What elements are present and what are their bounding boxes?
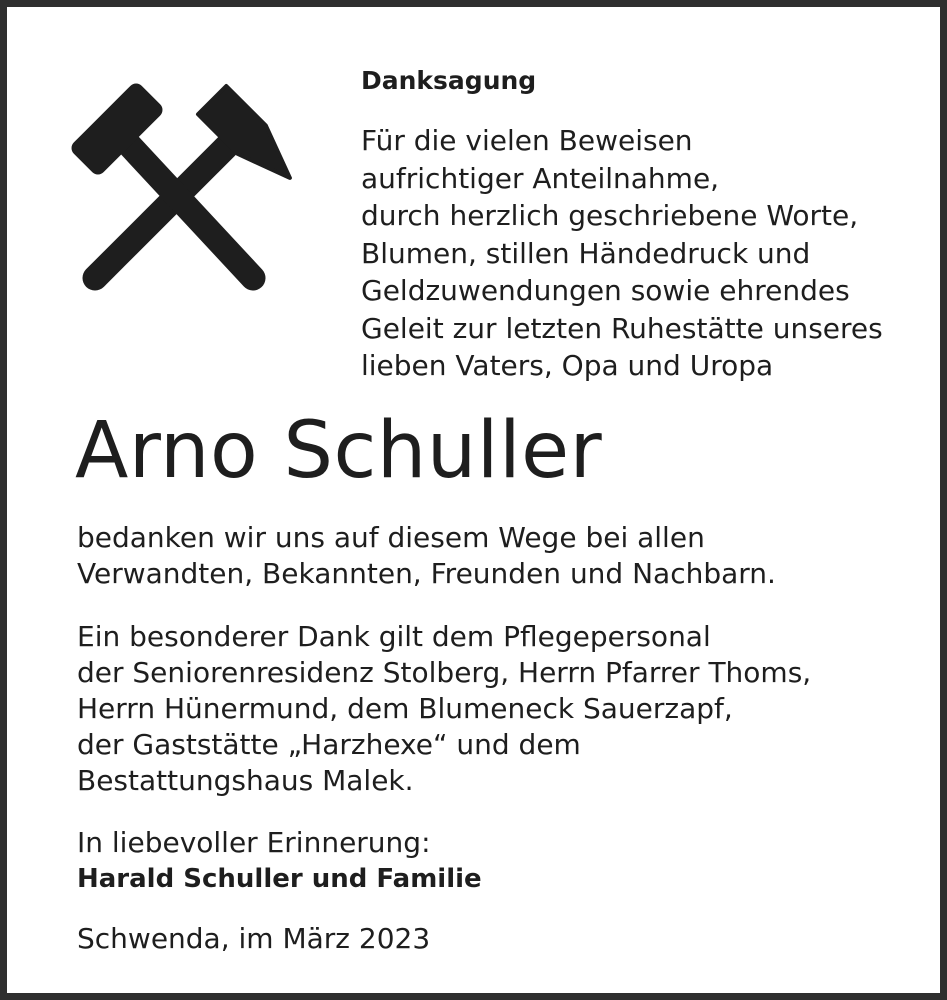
- thanks-line: Verwandten, Bekannten, Freunden und Nachbarn.: [77, 557, 776, 590]
- intro-line: durch herzlich geschriebene Worte,: [361, 199, 859, 232]
- special-thanks-line: Herrn Hünermund, dem Blumeneck Sauerzapf,: [77, 692, 733, 725]
- place-date: [77, 921, 430, 957]
- deceased-name: Arno Schuller: [75, 406, 603, 496]
- thanks-line: bedanken wir uns auf diesem Wege bei allen: [77, 521, 705, 554]
- intro-line: Geleit zur letzten Ruhestätte unseres: [361, 311, 883, 345]
- intro-line: Geldzuwendungen sowie ehrendes: [361, 274, 850, 307]
- intro-line: Blumen, stillen Händedruck und: [361, 236, 811, 270]
- special-thanks-line: Ein besonderer Dank gilt dem Pflegepersonal: [77, 620, 711, 653]
- intro-line: aufrichtiger Anteilnahme,: [361, 161, 720, 195]
- special-thanks-text: [77, 619, 811, 799]
- intro-line: lieben Vaters, Opa und Uropa: [361, 349, 774, 382]
- memory-line-text: In liebevoller Erinnerung:: [77, 826, 431, 859]
- intro-line: Für die vielen Beweisen: [361, 124, 693, 157]
- special-thanks-line: Bestattungshaus Malek.: [77, 764, 414, 797]
- memory-line: [77, 825, 431, 861]
- special-thanks-line: der Seniorenresidenz Stolberg, Herrn Pfarrer Thoms,: [77, 656, 812, 689]
- place-date-text: Schwenda, im März 2023: [77, 922, 431, 955]
- special-thanks-line: der Gaststätte „Harzhexe“ und dem: [77, 728, 581, 761]
- crossed-hammers-icon: [61, 81, 301, 301]
- intro-text: [361, 122, 883, 385]
- thanks-text: [77, 520, 776, 592]
- notice-heading: Danksagung: [361, 66, 537, 95]
- family-signature: Harald Schuller und Familie: [77, 864, 482, 894]
